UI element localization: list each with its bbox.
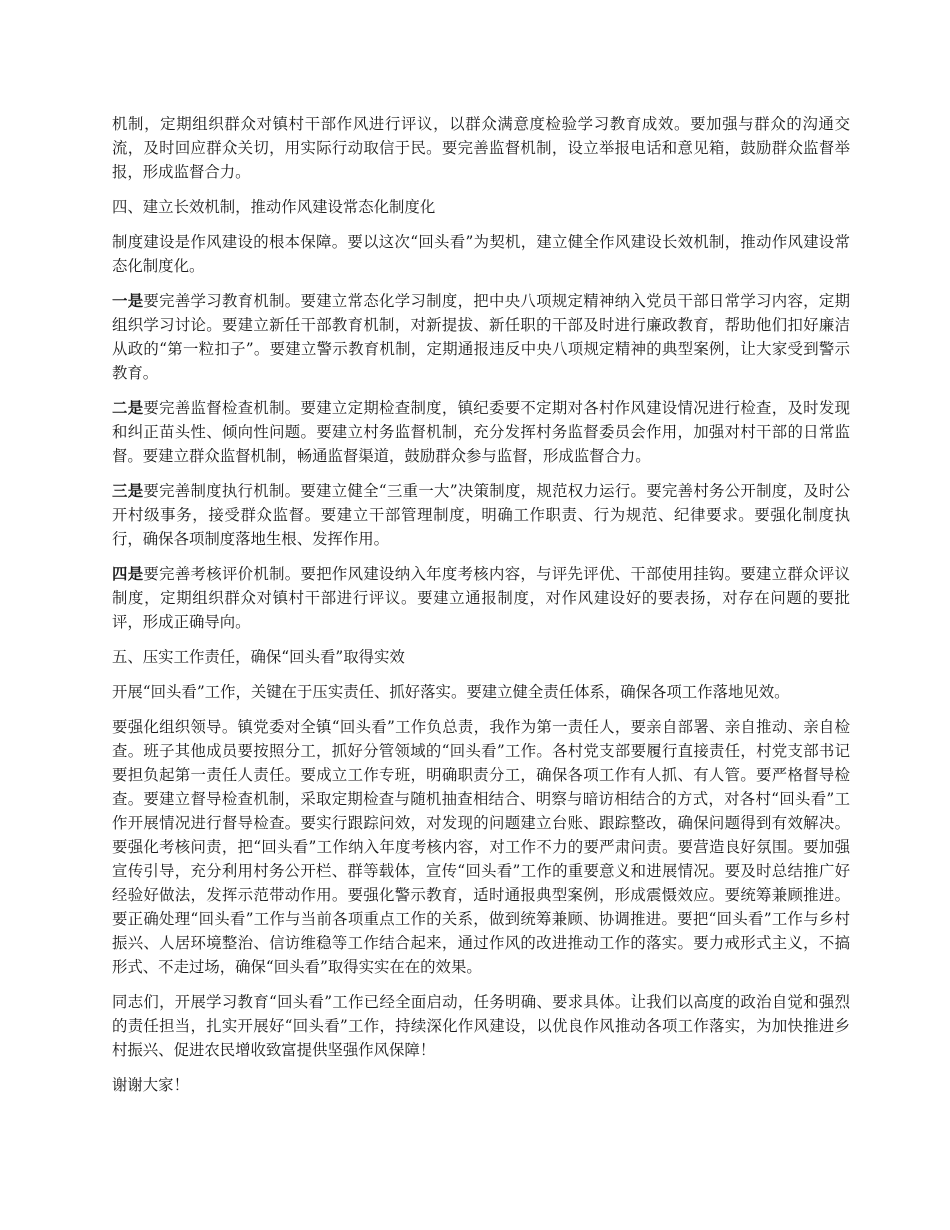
paragraph-text: 要完善制度执行机制。要建立健全“三重一大”决策制度，规范权力运行。要完善村务公开制度，及时公开村级事务，接受群众监督。要建立干部管理制度，明确工作职责、行为规范、纪律要求。要强化制度执行，确保各项制度落地生根、发挥作用。 (112, 482, 850, 548)
paragraph-text: 要完善学习教育机制。要建立常态化学习制度，把中央八项规定精神纳入党员干部日常学习内容，定期组织学习讨论。要建立新任干部教育机制，对新提拔、新任职的干部及时进行廉政教育，帮助他们扣好廉洁从政的“第一粒扣子”。要建立警示教育机制，定期通报违反中央八项规定精神的典型案例，让大家受到警示教育。 (112, 292, 850, 382)
paragraph-responsibilities (112, 715, 850, 979)
item-lead: 三是 (112, 482, 144, 500)
heading-text: 五、压实工作责任，确保“回头看”取得实效 (112, 648, 405, 666)
item-lead: 四是 (112, 565, 144, 583)
heading-text: 四、建立长效机制，推动作风建设常态化制度化 (112, 198, 436, 216)
section-heading-4 (112, 195, 850, 219)
paragraph-item-1 (112, 289, 850, 385)
paragraph-text: 要完善监督检查机制。要建立定期检查制度，镇纪委要不定期对各村作风建设情况进行检查，及时发现和纠正苗头性、倾向性问题。要建立村务监督机制，充分发挥村务监督委员会作用，加强对村干部的日常监督。要建立群众监督机制，畅通监督渠道，鼓励群众参与监督，形成监督合力。 (112, 399, 850, 465)
paragraph-continuation (112, 112, 850, 184)
paragraph-closing (112, 990, 850, 1062)
paragraph-intro-5 (112, 680, 850, 704)
paragraph-text: 要强化组织领导。镇党委对全镇“回头看”工作负总责，我作为第一责任人，要亲自部署、亲自推动、亲自检查。班子其他成员要按照分工，抓好分管领域的“回头看”工作。各村党支部要履行直接责任，村党支部书记要担负起第一责任人责任。要成立工作专班，明确职责分工，确保各项工作有人抓、有人管。要严格督导检查。要建立督导检查机制，采取定期检查与随机抽查相结合、明察与暗访相结合的方式，对各村“回头看”工作开展情况进行督导检查。要实行跟踪问效，对发现的问题建立台账、跟踪整改，确保问题得到有效解决。要强化考核问责，把“回头看”工作纳入年度考核内容，对工作不力的要严肃问责。要营造良好氛围。要加强宣传引导，充分利用村务公开栏、群等载体，宣传“回头看”工作的重要意义和进展情况。要及时总结推广好经验好做法，发挥示范带动作用。要强化警示教育，适时通报典型案例，形成震慑效应。要统筹兼顾推进。要正确处理“回头看”工作与当前各项重点工作的关系，做到统筹兼顾、协调推进。要把“回头看”工作与乡村振兴、人居环境整治、信访维稳等工作结合起来，通过作风的改进推动工作的落实。要力戒形式主义，不搞形式、不走过场，确保“回头看”取得实实在在的效果。 (112, 718, 850, 976)
paragraph-text: 开展“回头看”工作，关键在于压实责任、抓好落实。要建立健全责任体系，确保各项工作落地见效。 (112, 683, 790, 701)
paragraph-text: 同志们，开展学习教育“回头看”工作已经全面启动，任务明确、要求具体。让我们以高度的政治自觉和强烈的责任担当，扎实开展好“回头看”工作，持续深化作风建设，以优良作风推动各项工作落实，为加快推进乡村振兴、促进农民增收致富提供坚强作风保障！ (112, 993, 850, 1059)
paragraph-text: 机制，定期组织群众对镇村干部作风进行评议，以群众满意度检验学习教育成效。要加强与群众的沟通交流，及时回应群众关切，用实际行动取信于民。要完善监督机制，设立举报电话和意见箱，鼓励群众监督举报，形成监督合力。 (112, 115, 850, 181)
paragraph-thanks (112, 1073, 850, 1097)
paragraph-item-4 (112, 562, 850, 634)
paragraph-text: 制度建设是作风建设的根本保障。要以这次“回头看”为契机，建立健全作风建设长效机制，推动作风建设常态化制度化。 (112, 233, 850, 275)
document-body (112, 112, 850, 1108)
item-lead: 二是 (112, 399, 144, 417)
paragraph-item-3 (112, 479, 850, 551)
section-heading-5 (112, 645, 850, 669)
paragraph-text: 谢谢大家！ (112, 1076, 189, 1094)
item-lead: 一是 (112, 292, 144, 310)
paragraph-intro-4 (112, 230, 850, 278)
paragraph-item-2 (112, 396, 850, 468)
paragraph-text: 要完善考核评价机制。要把作风建设纳入年度考核内容，与评先评优、干部使用挂钩。要建立群众评议制度，定期组织群众对镇村干部进行评议。要建立通报制度，对作风建设好的要表扬，对存在问题的要批评，形成正确导向。 (112, 565, 850, 631)
